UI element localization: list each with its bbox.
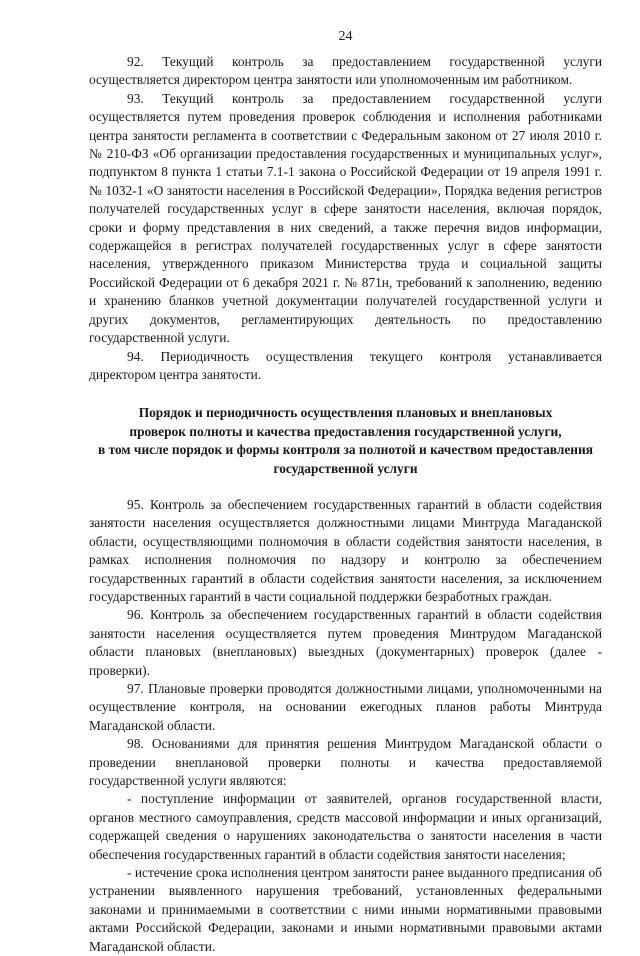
paragraph-96: 96. Контроль за обеспечением государственных гарантий в области содействия занятости населения осуществляется путем проведения Минтрудом Магаданской области плановых (внеплановых) выездных (документарных) проверок (далее - проверки). bbox=[89, 607, 602, 678]
paragraph-98: 98. Основаниями для принятия решения Минтрудом Магаданской области о проведении внеплановой проверки полноты и качества предоставляемой государственной услуги являются: bbox=[89, 736, 602, 789]
section-heading-line: государственной услуги bbox=[273, 460, 418, 476]
document-page bbox=[89, 28, 602, 956]
paragraph-97: 97. Плановые проверки проводятся должностными лицами, уполномоченными на осуществление контроля, на основании ежегодных планов работы Минтруда Магаданской области. bbox=[89, 681, 602, 733]
paragraph-95: 95. Контроль за обеспечением государственных гарантий в области содействия занятости населения осуществляется должностными лицами Минтруда Магаданской области, осуществляющими полномочия в области содействия занятости населения, в рамках исполнения полномочия по надзору и контролю за обеспечением государственных гарантий в области содействия занятости населения, за исключением государственных гарантий в части социальной поддержки безработных граждан. bbox=[89, 496, 602, 604]
page-number: 24 bbox=[338, 29, 353, 44]
paragraph-92: 92. Текущий контроль за предоставлением государственной услуги осуществляется директором центра занятости или уполномоченным им работником. bbox=[89, 54, 602, 88]
paragraph-94: 94. Периодичность осуществления текущего контроля устанавливается директором центра занятости. bbox=[89, 348, 602, 382]
section-heading-line: в том числе порядок и формы контроля за полнотой и качеством предоставления bbox=[98, 442, 593, 458]
list-item-deadline-expired: - истечение срока исполнения центром занятости ранее выданного предписания об устранении выявленного нарушения требований, установленных федеральными законами и принимаемыми в соответствии с ними иными нормативными правовыми актами Российской Федерации, законами и иными нормативными правовыми актами Магаданской области. bbox=[89, 865, 602, 954]
section-heading-line: Порядок и периодичность осуществления плановых и внеплановых bbox=[138, 405, 553, 421]
list-item-information-received: - поступление информации от заявителей, органов государственной власти, органов местного самоуправления, средств массовой информации и иных организаций, содержащей сведения о нарушениях законодательства о занятости населения в части обеспечения государственных гарантий в области содействия занятости населения; bbox=[89, 791, 602, 862]
section-heading-line: проверок полноты и качества предоставления государственной услуги, bbox=[129, 423, 562, 439]
section-heading bbox=[89, 404, 602, 478]
paragraph-93: 93. Текущий контроль за предоставлением государственной услуги осуществляется путем проведения проверок соблюдения и исполнения работниками центра занятости регламента в соответствии с Федеральным законом от 27 июля 2010 г. № 210-ФЗ «Об организации предоставления государственных и муниципальных услуг», подпунктом 8 пункта 1 статьи 7.1-1 закона о Российской Федерации от 19 апреля 1991 г. № 1032-1 «О занятости населения в Российской Федерации», Порядка ведения регистров получателей государственных услуг в сфере занятости населения, включая порядок, сроки и форму представления в них сведений, а также перечня видов информации, содержащейся в регистрах получателей государственных услуг в сфере занятости населения, утвержденного приказом Министерства труда и социальной защиты Российской Федерации от 6 декабря 2021 г. № 871н, требований к заполнению, ведению и хранению бланков учетной документации получателей государственной услуги и других документов, регламентирующих деятельность по предоставлению государственной услуги. bbox=[89, 90, 602, 346]
